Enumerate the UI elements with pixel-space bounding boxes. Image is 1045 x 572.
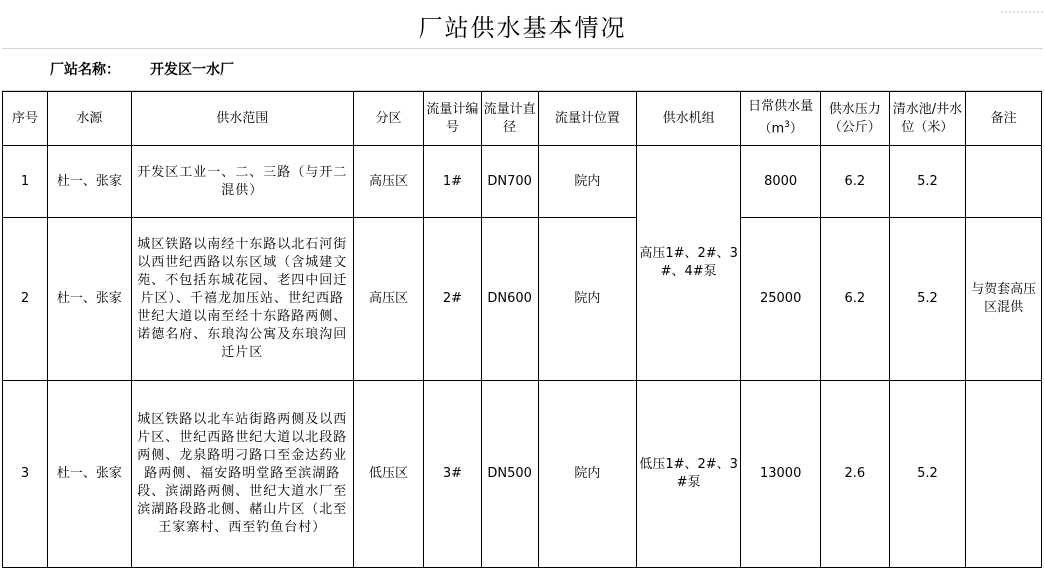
cell-source: 杜一、张家: [47, 381, 131, 568]
header-meter-pos: 流量计位置: [538, 92, 636, 146]
cell-pool: 5.2: [889, 381, 966, 568]
cell-daily: 13000: [741, 381, 821, 568]
page-title: 厂站供水基本情况: [2, 2, 1043, 49]
cell-pressure: 2.6: [821, 381, 890, 568]
header-pressure: 供水压力（公斤）: [821, 92, 890, 146]
station-name-label: 厂站名称：: [50, 62, 120, 78]
table-row: [3, 146, 1042, 218]
cell-pump-group-high: 高压1#、2#、3#、4#泵: [636, 146, 740, 381]
cell-zone: 低压区: [353, 381, 424, 568]
table-header-row: [3, 92, 1042, 146]
cell-source: 杜一、张家: [47, 146, 131, 218]
table-row: [3, 218, 1042, 381]
cell-meter-dia: DN700: [481, 146, 538, 218]
cell-pump-group-low: 低压1#、2#、3#泵: [636, 381, 740, 568]
header-pool: 清水池/井水位（米）: [889, 92, 966, 146]
cell-seq: 2: [3, 218, 48, 381]
cell-pressure: 6.2: [821, 146, 890, 218]
cell-meter-no: 3#: [424, 381, 481, 568]
cell-meter-pos: 院内: [538, 381, 636, 568]
header-meter-dia: 流量计直径: [481, 92, 538, 146]
cell-zone: 高压区: [353, 218, 424, 381]
cell-seq: 1: [3, 146, 48, 218]
table-row: [3, 381, 1042, 568]
header-source: 水源: [47, 92, 131, 146]
cell-daily: 8000: [741, 146, 821, 218]
station-name-row: [2, 48, 1043, 91]
cell-range: 开发区工业一、二、三路（与开二混供）: [131, 146, 353, 218]
cell-meter-no: 1#: [424, 146, 481, 218]
cell-pool: 5.2: [889, 146, 966, 218]
cell-pool: 5.2: [889, 218, 966, 381]
cell-meter-pos: 院内: [538, 146, 636, 218]
header-note: 备注: [966, 92, 1042, 146]
cell-range: 城区铁路以北车站街路两侧及以西片区、世纪西路世纪大道以北段路两侧、龙泉路明刁路口至金达药业路两侧、福安路明堂路至滨湖路段、滨湖路两侧、世纪大道水厂至滨湖路段路北侧、赭山片区（北至王家寨村、西至钓鱼台村）: [131, 381, 353, 568]
cell-daily: 25000: [741, 218, 821, 381]
header-daily-sup: 3: [784, 120, 790, 131]
header-range: 供水范围: [131, 92, 353, 146]
cell-meter-no: 2#: [424, 218, 481, 381]
cell-range: 城区铁路以南经十东路以北石河街以西世纪西路以东区域（含城建文苑、不包括东城花园、老四中回迁片区）、千禧龙加压站、世纪西路世纪大道以南至经十东路路两侧、诺德名府、东琅沟公寓及东琅沟回迁片区: [131, 218, 353, 381]
cell-meter-pos: 院内: [538, 218, 636, 381]
header-daily-text: 日常供水量（m: [748, 99, 814, 137]
header-seq: 序号: [3, 92, 48, 146]
supply-table: [2, 91, 1042, 568]
cell-note: [966, 146, 1042, 218]
cell-pressure: 6.2: [821, 218, 890, 381]
cell-meter-dia: DN500: [481, 381, 538, 568]
cell-note: 与贺套高压区混供: [966, 218, 1042, 381]
cell-zone: 高压区: [353, 146, 424, 218]
header-pump: 供水机组: [636, 92, 740, 146]
header-daily: [741, 92, 821, 146]
header-meter-no: 流量计编号: [424, 92, 481, 146]
station-name-value: 开发区一水厂: [150, 62, 234, 78]
cell-source: 杜一、张家: [47, 218, 131, 381]
cell-seq: 3: [3, 381, 48, 568]
header-daily-close: ）: [789, 121, 803, 137]
cell-meter-dia: DN600: [481, 218, 538, 381]
header-zone: 分区: [353, 92, 424, 146]
cell-note: [966, 381, 1042, 568]
